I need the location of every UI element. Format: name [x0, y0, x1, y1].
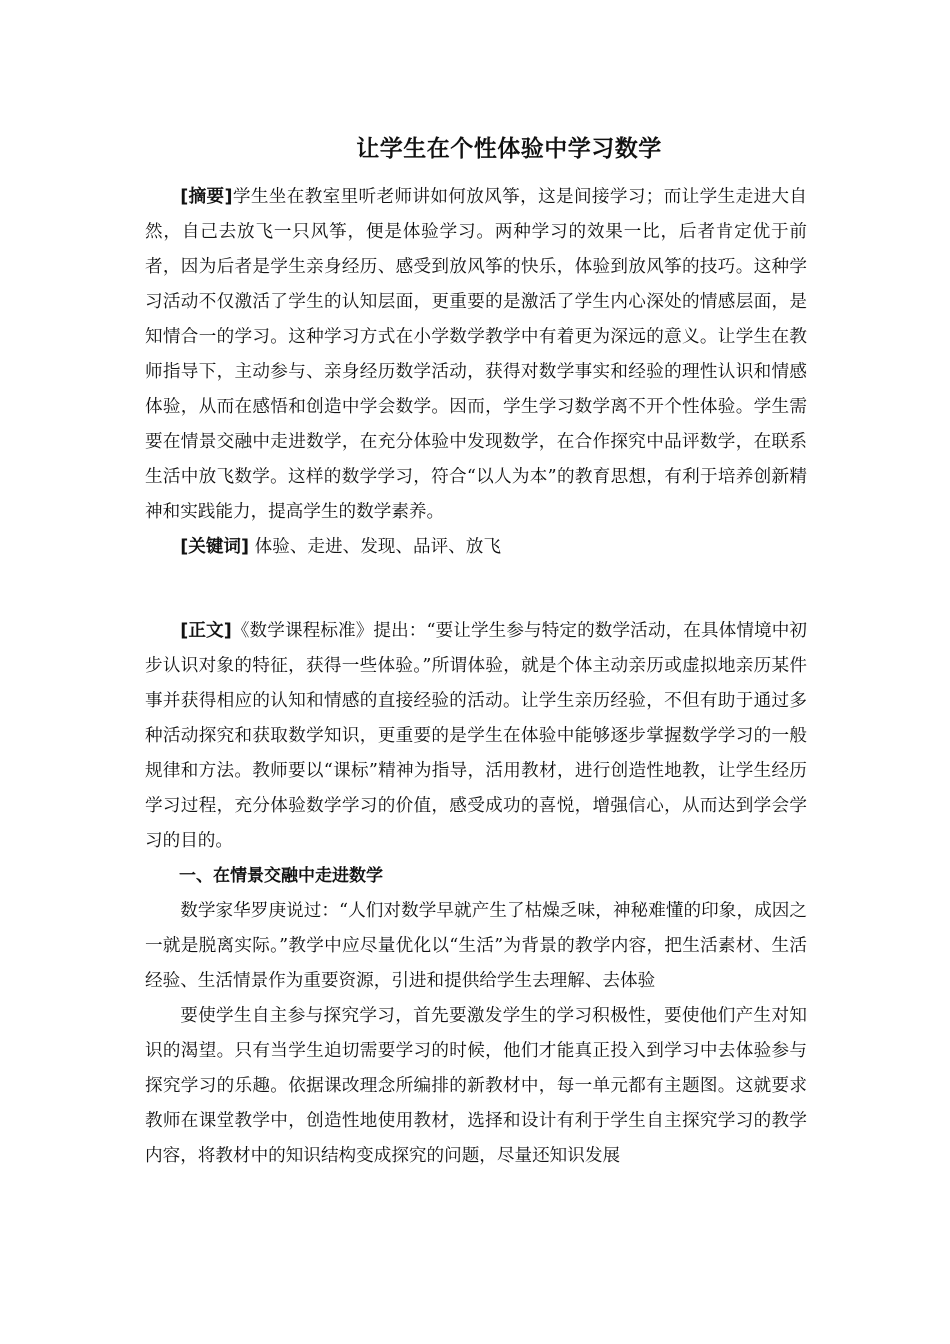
abstract-label: [摘要] [180, 187, 233, 207]
body-text: 《数学课程标准》提出：“要让学生参与特定的数学活动，在具体情境中初步认识对象的特征，获得一些体验。”所谓体验，就是个体主动亲历或虚拟地亲历某件事并获得相应的认知和情感的直接经验的活动。让学生亲历经验，不但有助于通过多种活动探究和获取数学知识，更重要的是学生在体验中能够逐步掌握数学学习的一般规律和方法。教师要以“课标”精神为指导，活用教材，进行创造性地教，让学生经历学习过程，充分体验数学学习的价值，感受成功的喜悦，增强信心，从而达到学会学习的目的。 [145, 621, 808, 851]
abstract-text: 学生坐在教室里听老师讲如何放风筝，这是间接学习；而让学生走进大自然，自己去放飞一只风筝，便是体验学习。两种学习的效果一比，后者肯定优于前者，因为后者是学生亲身经历、感受到放风筝的快乐，体验到放风筝的技巧。这种学习活动不仅激活了学生的认知层面，更重要的是激活了学生内心深处的情感层面，是知情合一的学习。这种学习方式在小学数学教学中有着更为深远的意义。让学生在教师指导下，主动参与、亲身经历数学活动，获得对数学事实和经验的理性认识和情感体验，从而在感悟和创造中学会数学。因而，学生学习数学离不开个性体验。学生需要在情景交融中走进数学，在充分体验中发现数学，在合作探究中品评数学，在联系生活中放飞数学。这样的数学学习，符合“以人为本”的教育思想，有利于培养创新精神和实践能力，提高学生的数学素养。 [145, 187, 807, 522]
body-paragraph [145, 614, 807, 859]
keywords-text: 体验、走进、发现、品评、放飞 [249, 537, 501, 557]
section-heading: 一、在情景交融中走进数学 [179, 866, 383, 886]
document-page [145, 130, 807, 1174]
body-label: [正文] [180, 621, 232, 641]
section-paragraph-1: 数学家华罗庚说过：“人们对数学早就产生了枯燥乏味，神秘难懂的印象，成因之一就是脱离实际。”教学中应尽量优化以“生活”为背景的教学内容，把生活素材、生活经验、生活情景作为重要资源，引进和提供给学生去理解、去体验 [145, 901, 807, 991]
page-title: 让学生在个性体验中学习数学 [356, 136, 662, 162]
section-paragraph-2: 要使学生自主参与探究学习，首先要激发学生的学习积极性，要使他们产生对知识的渴望。只有当学生迫切需要学习的时候，他们才能真正投入到学习中去体验参与探究学习的乐趣。依据课改理念所编排的新教材中，每一单元都有主题图。这就要求教师在课堂教学中，创造性地使用教材，选择和设计有利于学生自主探究学习的教学内容，将教材中的知识结构变成探究的问题，尽量还知识发展 [145, 1006, 807, 1166]
abstract-paragraph [145, 180, 807, 530]
paragraph-gap [145, 565, 807, 614]
keywords-label: [关键词] [180, 537, 250, 557]
keywords-paragraph [145, 530, 807, 565]
